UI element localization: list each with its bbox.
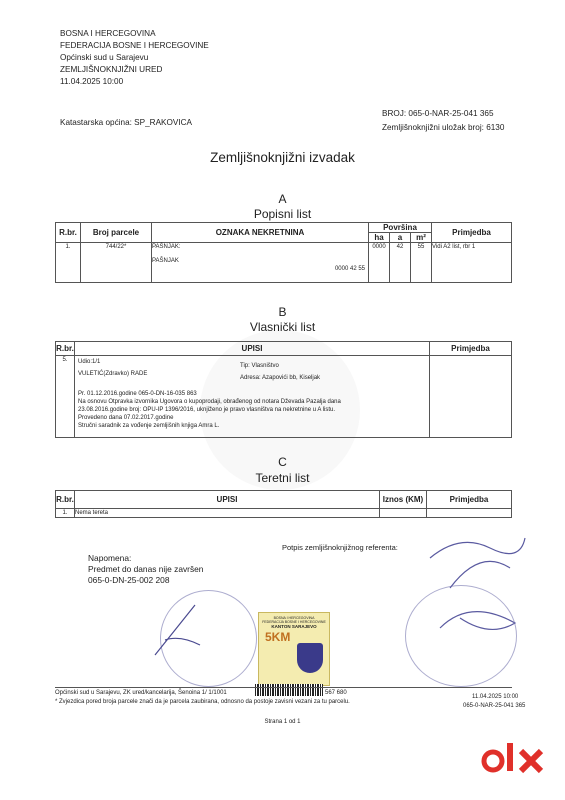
ulozak-number: Zemljišnoknjižni uložak broj: 6130 (382, 123, 505, 132)
col-primjedba: Primjedba (427, 491, 512, 509)
entry-text: Stručni saradnik za vođenje zemljišnih knjiga Amra L. (78, 423, 220, 429)
section-c-letter: C (278, 455, 287, 469)
document-header (60, 28, 209, 88)
cell-primjedba (430, 356, 512, 438)
note-text: Predmet do danas nije završen (88, 564, 204, 574)
olx-logo (481, 739, 551, 782)
signature-label: Potpis zemljišnoknjižnog referenta: (282, 543, 398, 552)
col-primjedba: Primjedba (432, 223, 512, 243)
oznaka-line: PAŠNJAK: (152, 244, 181, 250)
entry-date: Pr. 01.12.2016.godine 065-0-DN-16-035 863 (78, 391, 197, 397)
col-ha: ha (369, 233, 390, 243)
tax-stamp (258, 612, 330, 686)
udio: Udio:1/1 (78, 359, 101, 365)
oznaka-line: PAŠNJAK (152, 258, 179, 264)
katastarska-opcina: Katastarska općina: SP_RAKOVICA (60, 118, 192, 127)
cell-rbr: 1. (56, 243, 81, 283)
cell-ha: 0000 (369, 243, 390, 283)
tip: Tip: Vlasništvo (240, 363, 279, 369)
cell-rbr: 1. (56, 509, 75, 518)
col-upisi: UPISI (75, 491, 380, 509)
table-row (56, 509, 512, 518)
cell-upisi (75, 356, 430, 438)
footer-note: * Zvjezdica pored broja parcele znači da je parcela zaubirana, odnosno da postoje zavisni vezani za tu parcelu. (55, 699, 350, 705)
header-date: 11.04.2025 10:00 (60, 77, 124, 86)
col-rbr: R.br. (56, 223, 81, 243)
teretni-list-table (55, 490, 512, 518)
court-stamp (405, 585, 517, 687)
coat-of-arms-icon (297, 643, 323, 673)
note-number: 065-0-DN-25-002 208 (88, 575, 170, 585)
header-line: BOSNA I HERCEGOVINA (60, 29, 156, 38)
section-c-title: Teretni list (255, 471, 310, 485)
document-number: BROJ: 065-0-NAR-25-041 365 (382, 109, 494, 118)
entry-text: Provedeno dana 07.02.2017.godine (78, 415, 174, 421)
entry-text: Na osnovu Otpravka izvornika Ugovora o kupoprodaji, obrađenog od notara Dževada Pazalja dana (78, 399, 341, 405)
owner-address: Adresa: Azapovići bb, Kiseljak (240, 375, 321, 381)
col-a: a (390, 233, 411, 243)
cell-broj: 744/22* (81, 243, 152, 283)
cell-oznaka (152, 243, 369, 283)
page-number: Strana 1 od 1 (264, 719, 301, 725)
stamp-line: KANTON SARAJEVO (271, 624, 317, 629)
olx-logo-icon (481, 739, 551, 777)
vlasnicki-list-table (55, 341, 512, 438)
stamp-value: 5KM (265, 630, 291, 644)
section-a-letter: A (278, 192, 287, 206)
col-rbr: R.br. (56, 491, 75, 509)
table-row (56, 243, 512, 283)
section-b-letter: B (278, 305, 287, 319)
footer-date: 11.04.2025 10:00 (472, 694, 519, 700)
pen-scribble (150, 600, 210, 660)
cell-iznos (380, 509, 427, 518)
owner-name: VULETIĆ(Zdravko) RADE (78, 371, 148, 377)
note-block (88, 553, 203, 586)
section-b-title: Vlasnički list (249, 320, 316, 334)
footer-number: 065-0-NAR-25-041 365 (463, 703, 526, 709)
col-broj-parcele: Broj parcele (81, 223, 152, 243)
cell-upisi: Nema tereta (75, 509, 380, 518)
stamp-line: BOSNA I HERCEGOVINA (273, 616, 315, 620)
header-line: FEDERACIJA BOSNE I HERCEGOVINE (60, 41, 209, 50)
col-rbr: R.br. (56, 342, 75, 356)
oznaka-value: 0000 42 55 (334, 266, 365, 272)
header-line: ZEMLJIŠNOKNJIŽNI URED (60, 65, 163, 74)
col-primjedba: Primjedba (430, 342, 512, 356)
footer-divider (55, 687, 512, 688)
cell-rbr: 5. (56, 356, 75, 438)
popisni-list-table (55, 222, 512, 283)
col-upisi: UPISI (75, 342, 430, 356)
footer-address: Općinski sud u Sarajevu, ZK ured/kancelarija, Šenoina 1/ 1/1001 (55, 690, 227, 696)
cell-m2: 55 (411, 243, 432, 283)
section-a-title: Popisni list (253, 207, 312, 221)
entry-text: 23.08.2016.godine broj: OPU-IP 1396/2016, uknjiženo je pravo vlasništva na nekretnine u A listu. (78, 407, 336, 413)
footer-phone: 567 680 (325, 690, 347, 696)
stamp-line: FEDERACIJA BOSNE I HERCEGOVINE (262, 620, 326, 624)
table-row (56, 356, 512, 438)
barcode (255, 684, 323, 696)
col-povrsina: Površina (369, 223, 432, 233)
cell-primjedba (427, 509, 512, 518)
col-iznos: Iznos (KM) (380, 491, 427, 509)
col-m2: m² (411, 233, 432, 243)
header-line: Općinski sud u Sarajevu (60, 53, 149, 62)
document-title: Zemljišnoknjižni izvadak (210, 150, 355, 165)
note-label: Napomena: (88, 553, 132, 563)
col-oznaka: OZNAKA NEKRETNINA (152, 223, 369, 243)
cell-a: 42 (390, 243, 411, 283)
cell-primjedba: Vidi A2 list, rbr 1 (432, 243, 512, 283)
